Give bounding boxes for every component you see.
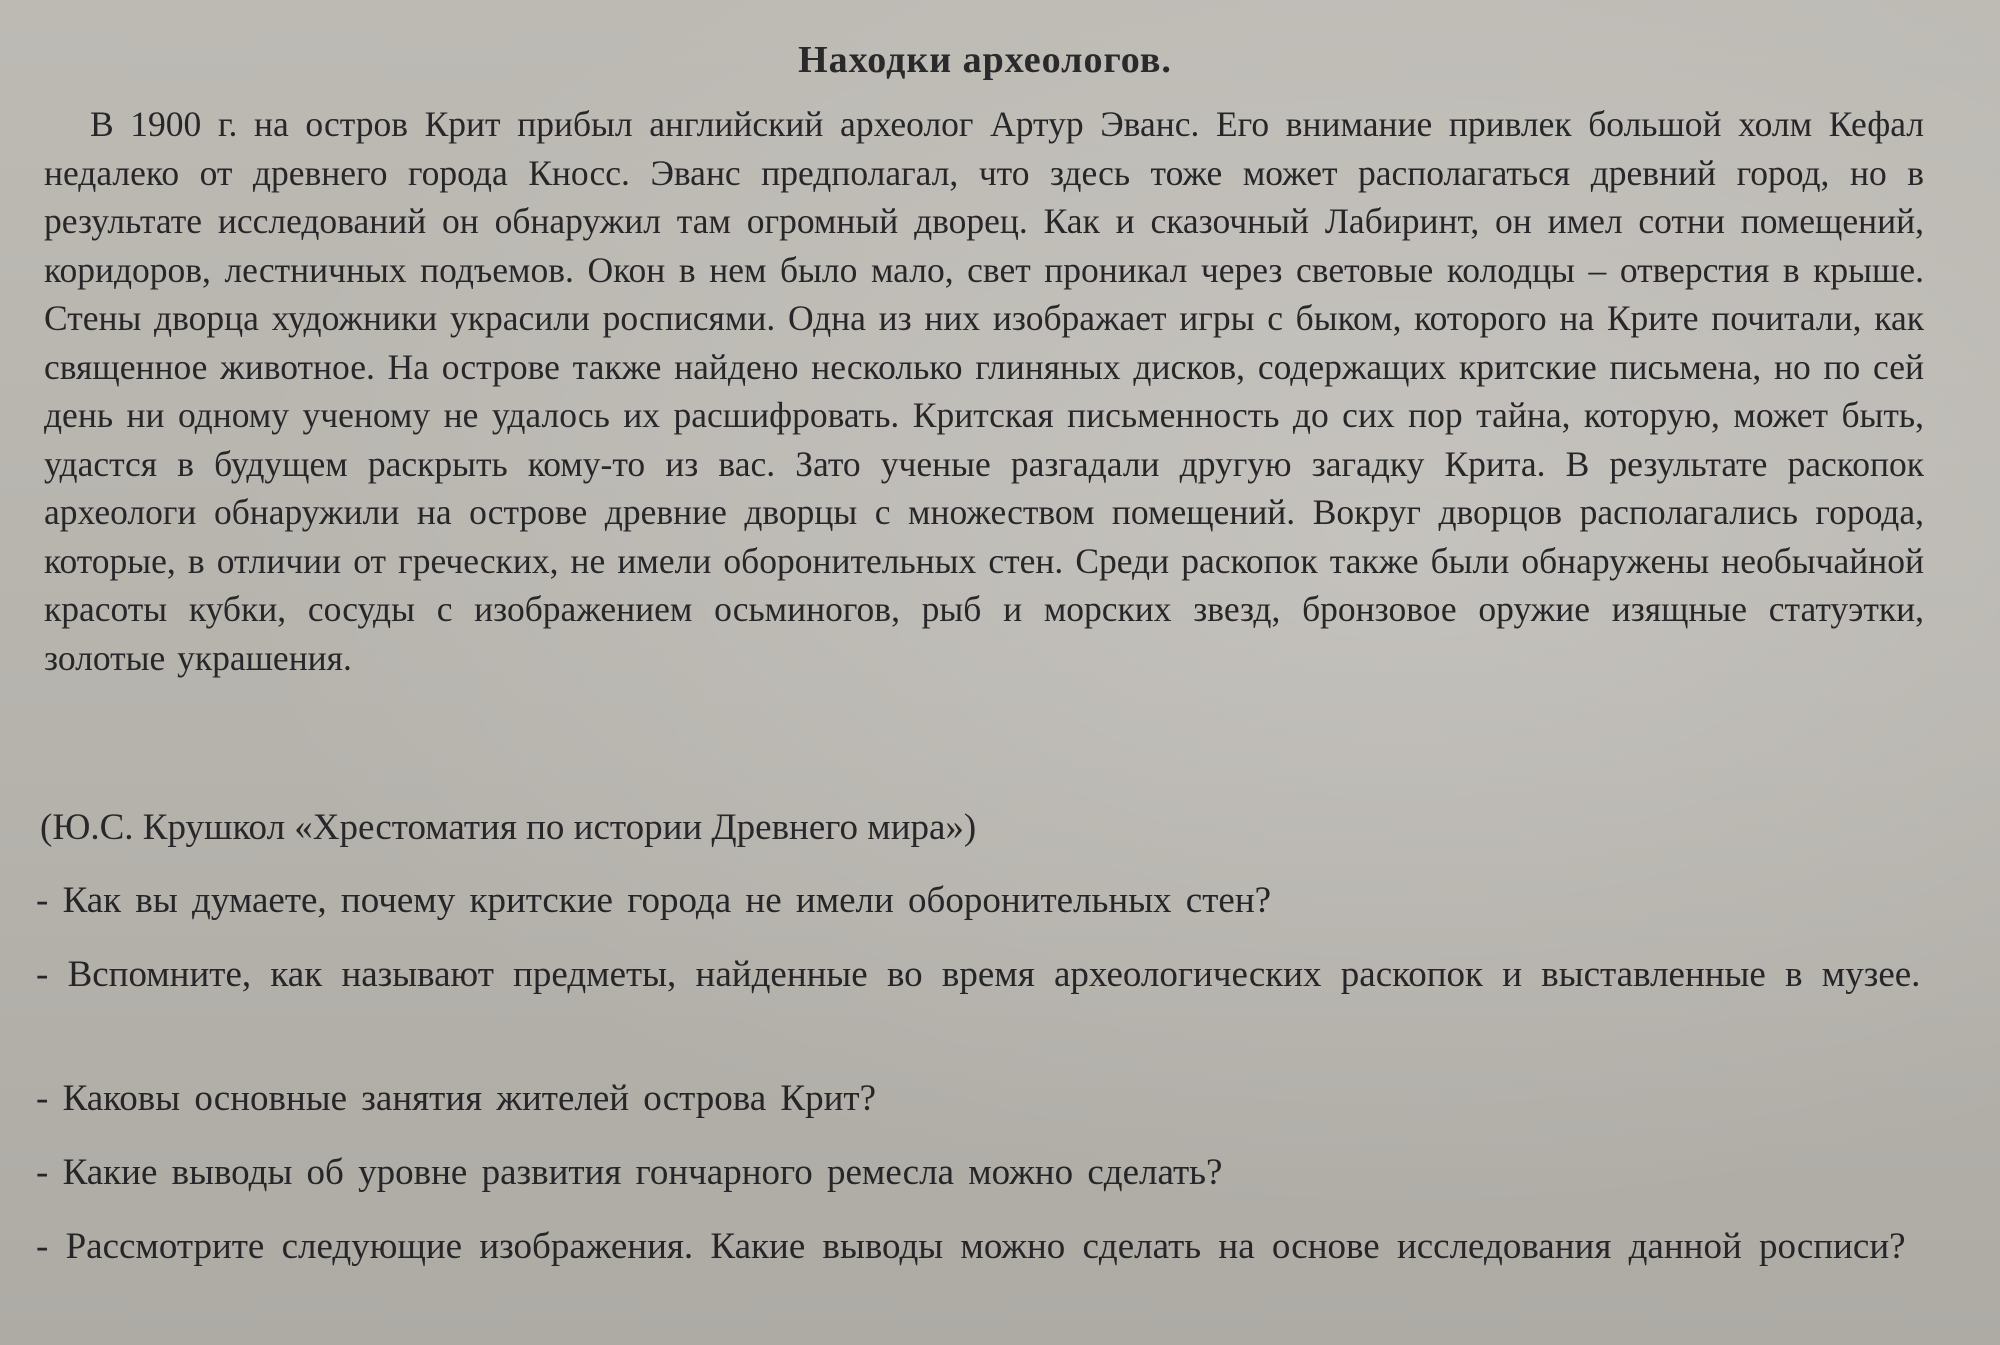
question-2: - Вспомните, как называют предметы, найденные во время археологических раскопок и выставленные в музее.	[36, 954, 1921, 995]
question-1: - Как вы думаете, почему критские города не имели оборонительных стен?	[36, 880, 1272, 921]
question-3: - Каковы основные занятия жителей острова Крит?	[36, 1078, 876, 1119]
question-5: - Рассмотрите следующие изображения. Какие выводы можно сделать на основе исследования данной росписи?	[36, 1226, 1906, 1267]
main-paragraph: В 1900 г. на остров Крит прибыл английский археолог Артур Эванс. Его внимание привлек большой холм Кефал недалеко от древнего города Кносс. Эванс предполагал, что здесь тоже может располагаться древний город, но в результате исследований он обнаружил там огромный дворец. Как и сказочный Лабиринт, он имел сотни помещений, коридоров, лестничных подъемов. Окон в нем было мало, свет проникал через световые колодцы – отверстия в крыше. Стены дворца художники украсили росписями. Одна из них изображает игры с быком, которого на Крите почитали, как священное животное. На острове также найдено несколько глиняных дисков, содержащих критские письмена, но по сей день ни одному ученому не удалось их расшифровать. Критская письменность до сих пор тайна, которую, может быть, удастся в будущем раскрыть кому-то из вас. Зато ученые разгадали другую загадку Крита. В результате раскопок археологи обнаружили на острове древние дворцы с множеством помещений. Вокруг дворцов располагались города, которые, в отличии от греческих, не имели оборонительных стен. Среди раскопок также были обнаружены необычайной красоты кубки, сосуды с изображением осьминогов, рыб и морских звезд, бронзовое оружие изящные статуэтки, золотые украшения.	[44, 104, 1924, 678]
document-title: Находки археологов.	[798, 39, 1172, 81]
source-citation: (Ю.С. Крушкол «Хрестоматия по истории Древнего мира»)	[40, 807, 977, 848]
question-4: - Какие выводы об уровне развития гончарного ремесла можно сделать?	[36, 1152, 1223, 1193]
